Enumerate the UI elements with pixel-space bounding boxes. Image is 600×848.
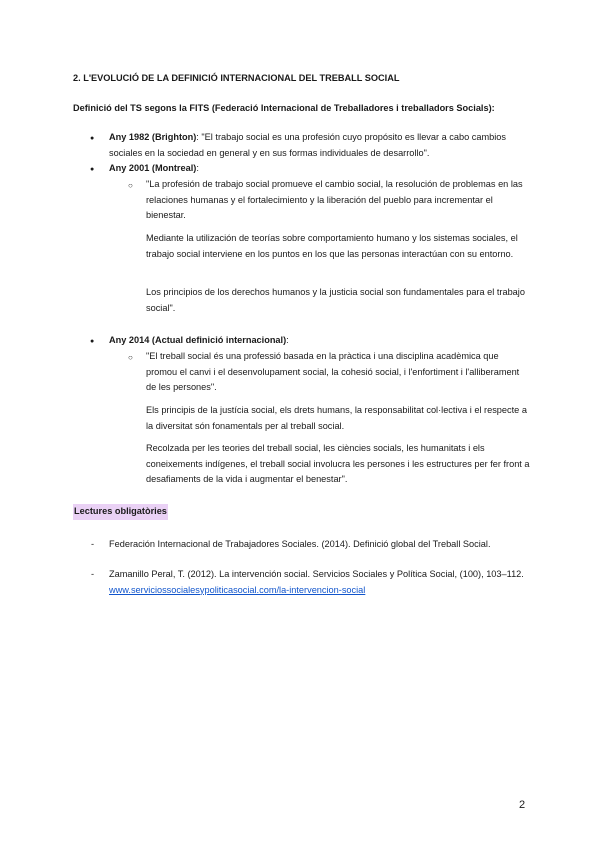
definition-2001-paragraph-3: Los principios de los derechos humanos y la justicia social son fundamentales para el trabajo social". [146, 287, 525, 313]
sub-bullet-icon: ○ [128, 181, 133, 190]
definition-2014-heading [109, 333, 539, 349]
bullet-icon: ● [90, 135, 95, 142]
definition-2014-quote: "El treball social és una professió basada en la pràctica i una disciplina acadèmica que promou el canvi i el desenvolupament social, la cohesió social, i l'enfortiment i l'alliberament de les persones". [146, 351, 520, 393]
definition-1982-label: Any 1982 (Brighton) [109, 132, 197, 142]
definition-2001-paragraph-2: Mediante la utilización de teorías sobre comportamiento humano y los sistemas sociales, el trabajo social interviene en los puntos en los que las personas interactúan con su entorno. [146, 233, 518, 259]
definition-2014-paragraph-2: Els principis de la justícia social, els drets humans, la responsabilitat col·lectiva i el respecte a la diversitat són fonamentals per al treball social. [146, 405, 527, 431]
definition-1982 [109, 130, 539, 161]
section-heading: 2. L'EVOLUCIÓ DE LA DEFINICIÓ INTERNACIONAL DEL TREBALL SOCIAL [73, 73, 400, 83]
definition-2014-colon: : [286, 335, 289, 345]
definition-1982-text: : "El trabajo social es una profesión cuyo propósito es llevar a cabo cambios sociales en la sociedad en general y en sus formas individuales de desarrollo". [109, 132, 506, 158]
reference-2 [109, 567, 539, 598]
page-number: 2 [519, 799, 526, 811]
definition-2001-heading [109, 161, 539, 177]
reference-2-text: Zamanillo Peral, T. (2012). La intervención social. Servicios Sociales y Política Social, (100), 103–112. [109, 569, 524, 579]
readings-title: Lectures obligatòries [73, 504, 168, 520]
reference-2-link[interactable]: www.serviciossocialesypoliticasocial.com/la-intervencion-social [109, 584, 366, 595]
bullet-icon: ● [90, 166, 95, 173]
definition-2001-label: Any 2001 (Montreal) [109, 163, 197, 173]
definition-2001-quote: "La profesión de trabajo social promueve el cambio social, la resolución de problemas en las relaciones humanas y el fortalecimiento y la liberación del pueblo para incrementar el bienestar. [146, 179, 523, 221]
sub-bullet-icon: ○ [128, 353, 133, 362]
dash-bullet: - [91, 569, 95, 579]
definition-2001-colon: : [196, 163, 199, 173]
dash-bullet: - [91, 539, 95, 549]
definition-2014-paragraph-3: Recolzada per les teories del treball social, les ciències socials, les humanitats i els coneixements indígenes, el treball social involucra les persones i les estructures per fer front a desafiaments de la vida i augmentar el benestar". [146, 443, 530, 485]
reference-1: Federación Internacional de Trabajadores Sociales. (2014). Definició global del Treball Social. [109, 539, 491, 549]
bullet-icon: ● [90, 338, 95, 345]
definition-2014-label: Any 2014 (Actual definició internacional) [109, 335, 287, 345]
fits-definition-subheading: Definició del TS segons la FITS (Federació Internacional de Treballadores i treballadors Socials): [73, 103, 495, 113]
